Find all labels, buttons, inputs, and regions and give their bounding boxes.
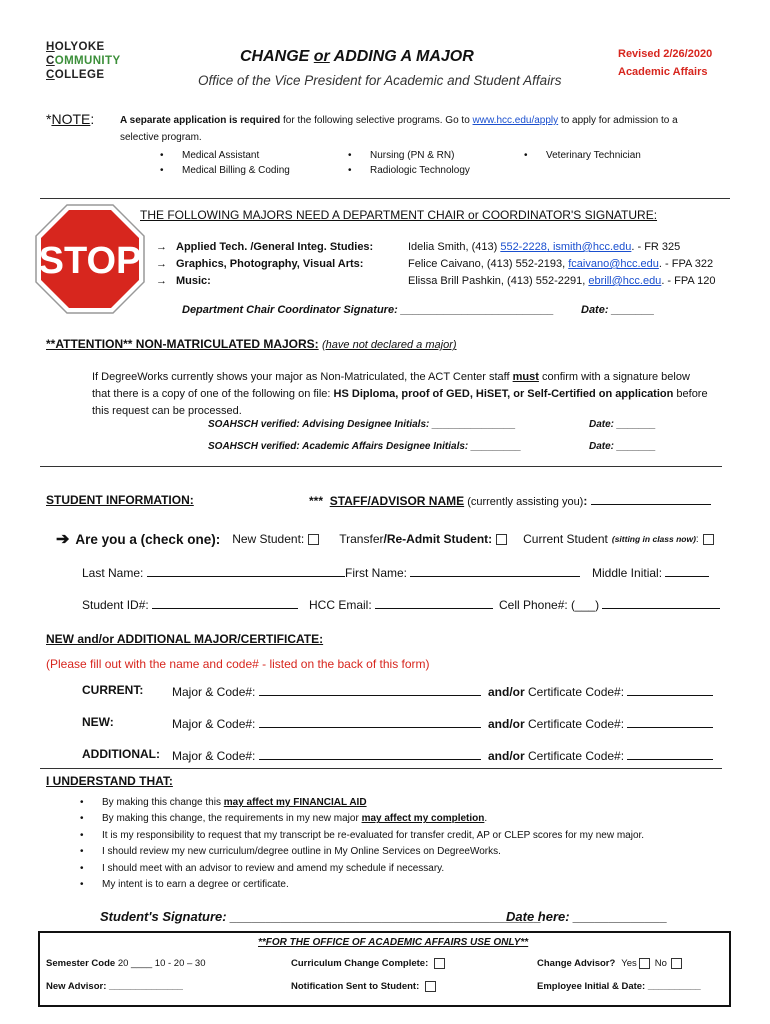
current-student-label: Current Student [523, 532, 608, 546]
cert-code-blank[interactable] [627, 715, 713, 728]
attention-title: **ATTENTION** NON-MATRICULATED MAJORS: [46, 337, 319, 351]
no-label: No [654, 958, 667, 969]
item-emphasis: may affect my completion [361, 813, 485, 825]
yes-label: Yes [621, 958, 637, 969]
chair-date-field[interactable]: Date: _______ [581, 304, 655, 316]
attention-body [92, 369, 708, 420]
understand-list [78, 795, 644, 893]
major-row-additional [82, 747, 732, 779]
major-code-label: Major & Code#: [172, 685, 256, 699]
note-text-cont: selective program. [120, 132, 202, 143]
program-item: • Radiologic Technology [346, 163, 470, 178]
stars: *** [309, 494, 324, 508]
body-text: before [673, 388, 708, 400]
cert-code-label: Certificate Code#: [528, 717, 625, 731]
contact-row [408, 273, 716, 290]
advising-date-field[interactable]: Date: _______ [589, 419, 656, 430]
cell-phone-blank[interactable] [602, 596, 720, 609]
page-subtitle: Office of the Vice President for Academic and Student Affairs [198, 73, 562, 88]
new-advisor-field[interactable]: New Advisor: ______________ [46, 981, 183, 992]
curriculum-label: Curriculum Change Complete: [291, 958, 429, 969]
student-id-label: Student ID#: [82, 598, 149, 612]
staff-note: (currently assisting you) [464, 496, 584, 508]
email-link[interactable]: ebrill@hcc.edu [588, 275, 662, 287]
first-name-label: First Name: [345, 566, 408, 580]
understand-heading: I UNDERSTAND THAT: [46, 774, 173, 788]
stop-sign-text: STOP [38, 240, 142, 282]
affairs-initials-field[interactable]: SOAHSCH verified: Academic Affairs Designee Initials: _________ [208, 441, 522, 452]
major-code-field[interactable] [172, 683, 481, 699]
new-student-label: New Student: [232, 532, 305, 546]
transfer-label [339, 532, 492, 546]
last-name-label: Last Name: [82, 566, 144, 580]
program-item: • Medical Assistant [158, 148, 290, 163]
major-code-blank[interactable] [259, 715, 481, 728]
cell-phone-label: Cell Phone#: (___) [499, 598, 600, 612]
change-advisor-field [537, 958, 682, 969]
note-colon: : [90, 111, 95, 127]
last-name-field[interactable] [82, 564, 345, 580]
hcc-email-label: HCC Email: [309, 598, 372, 612]
notification-label: Notification Sent to Student: [291, 981, 420, 992]
major-name: Music: [176, 275, 211, 287]
cert-code-blank[interactable] [627, 683, 713, 696]
staff-colon: : [583, 494, 588, 508]
notification-checkbox[interactable] [425, 981, 436, 992]
department-name: Academic Affairs [618, 66, 708, 78]
student-type-row: ➔ Are you a (check one): New Student: Transfer/Re-Admit Student: Current Student (sitting in class now) : [56, 529, 714, 549]
phone-link[interactable]: 552-2228 [500, 241, 547, 253]
logo-letter: C [46, 69, 55, 81]
andor-label: and/or [488, 749, 525, 763]
andor-label: and/or [488, 717, 525, 731]
contact-text: . - FPA 120 [661, 275, 716, 287]
program-item: • Veterinary Technician [522, 148, 641, 163]
documents-list: HS Diploma, proof of GED, HiSET, or Self-Certified on application [333, 388, 674, 400]
employee-initial-field[interactable]: Employee Initial & Date: __________ [537, 981, 701, 992]
semester-code-field[interactable] [46, 958, 206, 969]
major-code-blank[interactable] [259, 747, 481, 760]
no-checkbox[interactable] [671, 958, 682, 969]
arrow-right-icon: ➔ [56, 531, 70, 548]
contacts-list [408, 239, 716, 290]
programs-col-2 [346, 148, 470, 178]
note-bold: A separate application is required [120, 115, 281, 126]
understand-item: • I should review my new curriculum/degree outline in My Online Services on DegreeWorks. [78, 844, 644, 860]
item-emphasis: may affect my FINANCIAL AID [223, 797, 367, 808]
cert-code-field[interactable] [488, 747, 713, 763]
logo-text: OLLEGE [54, 69, 105, 81]
item-period: . [484, 813, 488, 825]
item-text: By making this change, the requirements in my new major [102, 813, 362, 825]
student-info-heading: STUDENT INFORMATION: [46, 493, 194, 507]
last-name-blank[interactable] [147, 564, 345, 577]
row-label: ADDITIONAL: [82, 747, 160, 761]
advising-initials-field[interactable]: SOAHSCH verified: Advising Designee Initials: _______________ [208, 419, 516, 430]
hcc-email-field[interactable] [309, 596, 493, 612]
attention-heading [46, 337, 457, 351]
major-code-field[interactable] [172, 747, 481, 763]
program-item: • Nursing (PN & RN) [346, 148, 470, 163]
chair-signature-field[interactable]: Department Chair Coordinator Signature: _________________________ [182, 304, 554, 316]
chair-signature-heading: THE FOLLOWING MAJORS NEED A DEPARTMENT CHAIR or COORDINATOR'S SIGNATURE: [140, 208, 658, 222]
yes-checkbox[interactable] [639, 958, 650, 969]
divider [40, 466, 722, 467]
programs-col-3 [522, 148, 641, 163]
note-body: for the following selective programs. Go to [280, 115, 473, 126]
semester-value: 20 ____ 10 - 20 – 30 [117, 958, 206, 969]
body-text: If DegreeWorks currently shows your major as Non-Matriculated, the ACT Center staff [92, 371, 513, 383]
apply-link[interactable]: www.hcc.edu/apply [472, 115, 559, 126]
understand-item: • I should meet with an advisor to review and amend my schedule if necessary. [78, 861, 644, 877]
majors-list [156, 239, 373, 290]
row-label: CURRENT: [82, 683, 144, 697]
college-logo [46, 40, 121, 82]
cell-phone-field[interactable] [499, 596, 720, 612]
note-body: to apply for admission to a [558, 115, 678, 126]
note-word: NOTE [51, 111, 91, 127]
revised-date: Revised 2/26/2020 [618, 48, 713, 60]
cert-code-label: Certificate Code#: [528, 749, 625, 763]
understand-item [78, 795, 644, 811]
readmit-text: /Re-Admit Student: [383, 532, 493, 546]
staff-label: STAFF/ADVISOR NAME [329, 494, 465, 508]
cert-code-label: Certificate Code#: [528, 685, 625, 699]
program-item: • Medical Billing & Coding [158, 163, 290, 178]
staff-advisor-field[interactable] [309, 492, 711, 508]
current-student-checkbox[interactable] [703, 534, 714, 545]
item-text: By making this change this [102, 797, 224, 808]
divider [40, 768, 722, 769]
first-name-field[interactable] [345, 564, 580, 580]
major-instruction: (Please fill out with the name and code# - listed on the back of this form) [46, 657, 430, 671]
major-row-new [82, 715, 732, 747]
major-row-current [82, 683, 732, 715]
cert-code-blank[interactable] [627, 747, 713, 760]
note-label [46, 111, 94, 127]
logo-letter: H [46, 41, 55, 53]
title-part: or [313, 48, 330, 65]
contact-text: . - FR 325 [631, 241, 681, 253]
divider [40, 198, 730, 199]
note-star: * [46, 111, 52, 127]
arrow-icon: → [156, 275, 167, 287]
title-part: CHANGE [240, 48, 314, 65]
page-title [240, 48, 474, 66]
curriculum-complete-field [291, 958, 445, 969]
stop-sign-icon [34, 203, 146, 315]
staff-blank[interactable] [591, 492, 711, 505]
middle-initial-blank[interactable] [665, 564, 709, 577]
major-heading: NEW and/or ADDITIONAL MAJOR/CERTIFICATE: [46, 632, 324, 646]
major-code-label: Major & Code#: [172, 749, 256, 763]
student-type-question: Are you a (check one): [75, 531, 221, 547]
cert-code-field[interactable] [488, 683, 713, 699]
first-name-blank[interactable] [410, 564, 580, 577]
current-student-note: (sitting in class now) [611, 534, 696, 544]
logo-text: OMMUNITY [54, 55, 121, 67]
understand-item: • It is my responsibility to request that my transcript be re-evaluated for transfer credit, AP or CLEP scores for my new major. [78, 828, 644, 844]
body-text: confirm with a signature below [538, 371, 690, 383]
understand-item [78, 811, 644, 827]
student-id-blank[interactable] [152, 596, 298, 609]
middle-initial-field[interactable] [592, 564, 709, 580]
contact-text: Felice Caivano, (413) 552-2193, [408, 258, 569, 270]
affairs-date-field[interactable]: Date: _______ [589, 441, 656, 452]
semester-label: Semester Code [46, 958, 116, 969]
major-code-blank[interactable] [259, 683, 481, 696]
contact-text: . - FPA 322 [658, 258, 714, 270]
email-link[interactable]: ismith@hcc.edu [552, 241, 632, 253]
logo-text: OLYOKE [54, 41, 105, 53]
curriculum-checkbox[interactable] [434, 958, 445, 969]
transfer-text: Transfer [339, 532, 384, 546]
student-signature-field[interactable]: Student's Signature: ___________________________________________ [100, 909, 542, 924]
body-text: that there is a copy of one of the following on file: [92, 388, 334, 400]
arrow-icon: → [156, 258, 167, 270]
contact-text: Idelia Smith, (413) [408, 241, 501, 253]
andor-label: and/or [488, 685, 525, 699]
logo-letter: C [46, 55, 55, 67]
body-text: this request can be processed. [92, 405, 242, 417]
major-code-label: Major & Code#: [172, 717, 256, 731]
link-separator: , [546, 241, 553, 253]
student-id-field[interactable] [82, 596, 298, 612]
contact-row [408, 239, 716, 256]
contact-text: Elissa Brill Pashkin, (413) 552-2291, [408, 275, 589, 287]
cert-code-field[interactable] [488, 715, 713, 731]
signature-date-field[interactable]: Date here: _____________ [506, 909, 668, 924]
major-code-field[interactable] [172, 715, 481, 731]
hcc-email-blank[interactable] [375, 596, 493, 609]
row-label: NEW: [82, 715, 114, 729]
office-use-heading: **FOR THE OFFICE OF ACADEMIC AFFAIRS USE ONLY** [258, 937, 529, 948]
note-text [120, 115, 678, 126]
change-advisor-label: Change Advisor? [537, 958, 616, 969]
contact-row [408, 256, 716, 273]
arrow-icon: → [156, 241, 167, 253]
title-part: ADDING A MAJOR [329, 48, 474, 65]
new-student-checkbox[interactable] [308, 534, 319, 545]
understand-item: • My intent is to earn a degree or certificate. [78, 877, 644, 893]
programs-col-1 [158, 148, 290, 178]
email-link[interactable]: fcaivano@hcc.edu [568, 258, 659, 270]
major-name: Applied Tech. /General Integ. Studies: [176, 241, 374, 253]
notification-field [291, 981, 436, 992]
must-emphasis: must [512, 371, 539, 383]
major-rows [82, 683, 732, 779]
transfer-checkbox[interactable] [496, 534, 507, 545]
major-name: Graphics, Photography, Visual Arts: [176, 258, 364, 270]
attention-note: (have not declared a major) [322, 339, 457, 351]
middle-initial-label: Middle Initial: [592, 566, 663, 580]
